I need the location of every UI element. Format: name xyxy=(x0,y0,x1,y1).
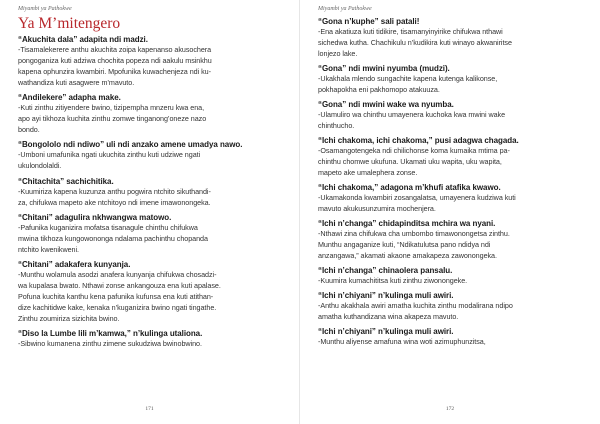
explanation-line: -Sibwino kumanena zinthu zimene sukudziwa bwinobwino. xyxy=(18,339,202,349)
proverb-entry xyxy=(18,92,287,136)
proverb-entry xyxy=(318,290,588,323)
explanation-line: wa kupalasa bwato. Nthawi zonse ankangouza ena kuti apalase. xyxy=(18,281,221,291)
right-page xyxy=(300,0,600,424)
explanation-line: -Osamangotengeka ndi chilichonse koma kumaika mtima pa- xyxy=(318,145,510,155)
proverb-entry xyxy=(318,326,588,348)
proverb-heading: “Ichi n’chiyani” n’kulinga muli awiri. xyxy=(318,326,454,336)
explanation-line: apo ayi tikhoza kuchita zinthu zomwe tinganong’oneze nazo xyxy=(18,114,207,124)
explanation-line: chinthu chomwe ukufuna. Ukamati uku wapita, uku wapita, xyxy=(318,156,502,166)
explanation-line: mwina tikhoza kungowononga ndalama pachinthu chopanda xyxy=(18,233,208,243)
proverb-explanation xyxy=(18,339,287,350)
proverb-entry xyxy=(18,212,287,256)
explanation-line: -Kuti zinthu zitiyendere bwino, tizipempha mnzeru kwa ena, xyxy=(18,103,205,113)
explanation-line: -Kuumira kumachititsa kuti zinthu ziwonongeke. xyxy=(318,275,468,285)
proverb-heading: “Gona n’kuphe” sali patali! xyxy=(318,17,420,26)
page-number: 172 xyxy=(445,406,455,412)
explanation-line: -Ukakhala mlendo sungachite kapena kutenga kalikonse, xyxy=(318,73,498,83)
chapter-title: Ya M’mitengero xyxy=(18,15,121,32)
explanation-line: lonjezo lake. xyxy=(318,48,358,58)
proverb-heading: “Chitachita” sachichitika. xyxy=(18,176,114,186)
page-number: 171 xyxy=(145,406,154,412)
proverb-explanation xyxy=(318,301,588,323)
running-head: Miyambi ya Pathokwe xyxy=(18,6,72,12)
explanation-line: sichedwa kutha. Chachikulu n’kudikira kuti winayo akwaniritse xyxy=(318,37,512,47)
proverb-heading: “Chitani” adagulira nkhwangwa matowo. xyxy=(18,212,172,222)
proverb-entry xyxy=(318,16,588,60)
proverb-explanation xyxy=(318,337,588,348)
proverb-explanation xyxy=(18,103,287,136)
explanation-line: -Tisamalekerere anthu akuchita zoipa kapenanso akusochera xyxy=(18,45,212,54)
proverb-entry xyxy=(318,218,588,262)
proverb-heading: “Chitani” adakafera kunyanja. xyxy=(18,260,131,270)
proverb-entry xyxy=(18,34,287,89)
proverb-heading: “Ichi n’changa” chinaolera pansalu. xyxy=(318,265,453,275)
proverb-entry xyxy=(318,135,588,179)
proverb-entry xyxy=(318,265,588,287)
explanation-line: ntchito kwenikweni. xyxy=(18,244,79,254)
proverb-entry xyxy=(18,139,287,172)
proverb-explanation xyxy=(18,223,287,256)
proverb-explanation xyxy=(318,74,588,96)
explanation-line: -Ukamakonda kwambiri zosangalatsa, umayenera kudziwa kuti xyxy=(318,192,516,202)
proverb-heading: “Andilekere” adapha make. xyxy=(18,93,121,103)
proverb-explanation xyxy=(18,150,287,172)
explanation-line: Pofuna kuchita kanthu kena pafunika kufunsa ena kuti atithan- xyxy=(18,292,214,301)
proverb-explanation xyxy=(318,229,588,262)
explanation-line: -Ena akatiuza kuti tidikire, tisamanyinyirike chifukwa nthawi xyxy=(318,27,503,36)
proverb-explanation xyxy=(318,276,588,287)
proverb-explanation xyxy=(318,110,588,132)
proverb-list xyxy=(318,16,588,348)
proverb-heading: “Gona” ndi mwini nyumba (mudzi). xyxy=(318,63,450,73)
explanation-line: -Ulamuliro wa chinthu umayenera kuchoka kwa mwini wake xyxy=(318,109,506,119)
explanation-line: dize kachitidwe kake, kenaka n’kuganizira bwino ngati tingathe. xyxy=(18,302,217,312)
explanation-line: mavuto akukusunzumira mochenjera. xyxy=(318,203,436,213)
explanation-line: -Munthu aliyense amafuna wina woti azimuphunzitsa, xyxy=(318,336,486,346)
proverb-explanation xyxy=(318,193,588,215)
explanation-line: -Munthu wolamula asodzi anafera kunyanja chifukwa chosadzi- xyxy=(18,270,217,280)
explanation-line: kapena ophunzira kwambiri. Mpofunika kuwachenjeza ndi ku- xyxy=(18,66,211,76)
proverb-explanation xyxy=(318,146,588,179)
explanation-line: ukulondolaldi. xyxy=(18,161,62,171)
explanation-line: mapeto ake umalephera zonse. xyxy=(318,167,418,177)
explanation-line: pongoganiza kuti adziwa chochita popeza ndi aakulu msinkhu xyxy=(18,55,212,65)
explanation-line: bondo. xyxy=(18,124,40,134)
proverb-entry xyxy=(18,328,287,350)
proverb-heading: “Ichi n’changa” chidapinditsa mchira wa nyani. xyxy=(318,218,496,228)
proverb-list xyxy=(18,34,287,350)
proverb-heading: “Akuchita dala” adapita ndi madzi. xyxy=(18,35,148,44)
explanation-line: Zinthu zoumiriza sizichita bwino. xyxy=(18,313,120,323)
proverb-heading: “Diso la Lumbe lili m’kamwa,” n’kulinga utaliona. xyxy=(18,329,203,339)
proverb-explanation xyxy=(18,45,287,89)
explanation-line: pokhapokha eni pakhomopo atakuuza. xyxy=(318,84,440,94)
explanation-line: -Kuumiriza kapena kuzunza anthu pogwira ntchito sikuthandi- xyxy=(18,186,211,196)
right-page-content xyxy=(318,16,588,351)
proverb-explanation xyxy=(18,270,287,325)
explanation-line: chinthucho. xyxy=(318,120,355,130)
proverb-heading: “Ichi chakoma, ichi chakoma,” pusi adagwa chagada. xyxy=(318,135,519,145)
proverb-heading: “Bongololo ndi ndiwo” uli ndi anzako amene umadya nawo. xyxy=(18,140,243,150)
explanation-line: wathandiza kuti asagwere m’mavuto. xyxy=(18,77,135,87)
explanation-line: amatha kuthandizana wina akapeza mavuto. xyxy=(318,311,459,321)
proverb-heading: “Gona” ndi mwini wake wa nyumba. xyxy=(318,99,454,109)
explanation-line: -Nthawi zina chifukwa cha umbombo timawonongetsa zinthu. xyxy=(318,228,510,238)
proverb-explanation xyxy=(318,27,588,60)
proverb-entry xyxy=(18,259,287,325)
proverb-explanation xyxy=(18,187,287,209)
running-head: Miyambi ya Pathokwe xyxy=(318,6,372,12)
explanation-line: -Pafunika kuganizira mofatsa tisanagule chinthu chifukwa xyxy=(18,222,198,232)
proverb-heading: “Ichi n’chiyani” n’kulinga muli awiri. xyxy=(318,290,454,300)
explanation-line: za, chifukwa mapeto ake ntchitoyo ndi imene imawonongeka. xyxy=(18,197,211,207)
proverb-entry xyxy=(318,63,588,96)
proverb-heading: “Ichi chakoma,” adagona m’khufi atafika kwawo. xyxy=(318,182,501,192)
proverb-entry xyxy=(318,99,588,132)
explanation-line: anzangawa,” akamati akaone amakapeza zawonongeka. xyxy=(318,250,497,260)
left-page-content xyxy=(18,14,287,354)
explanation-line: Munthu angaganize kuti, “Ndikatulutsa pano ndidya ndi xyxy=(318,239,491,249)
explanation-line: -Anthu akakhala awiri amatha kuchita zinthu modalirana ndipo xyxy=(318,300,513,310)
proverb-entry xyxy=(318,182,588,215)
proverb-entry xyxy=(18,176,287,209)
explanation-line: -Umboni umafunika ngati ukuchita zinthu kuti udziwe ngati xyxy=(18,150,201,160)
